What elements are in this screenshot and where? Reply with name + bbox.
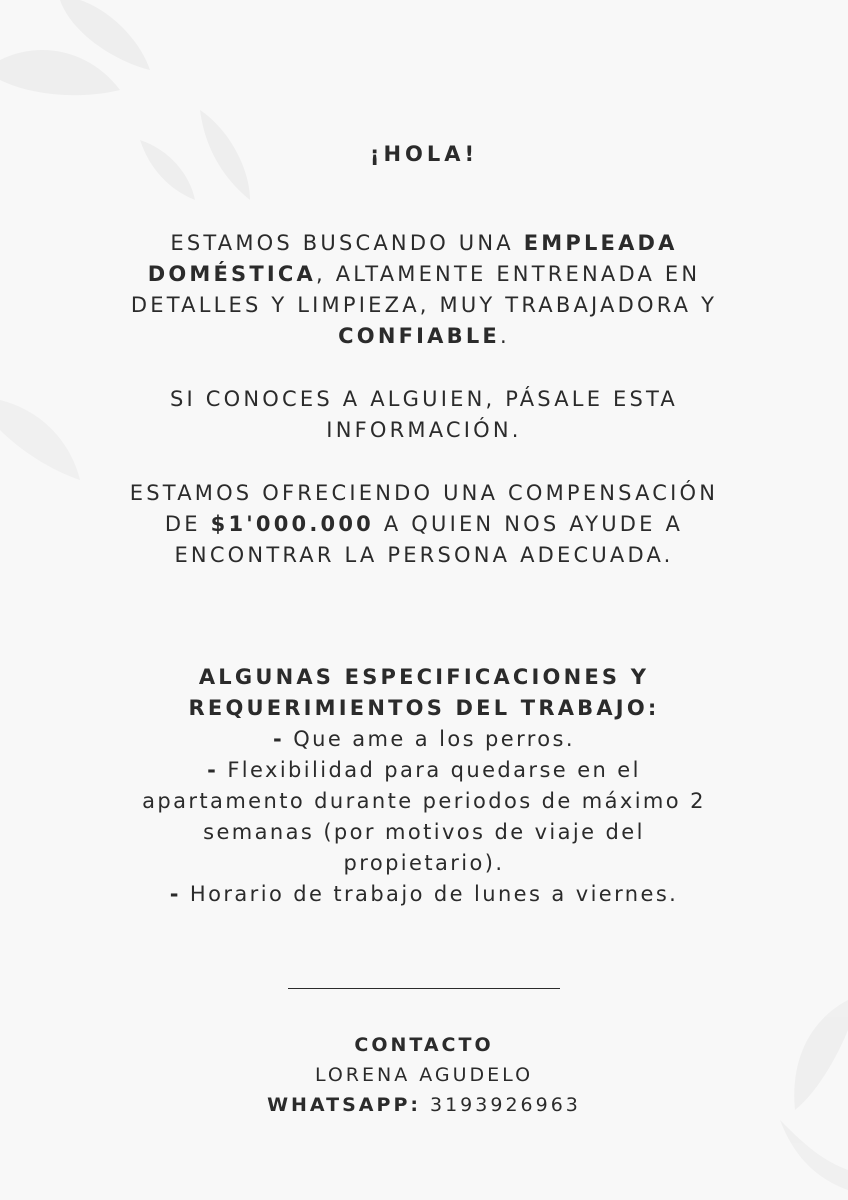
reward-paragraph <box>0 478 848 571</box>
intro-bold-domestica: DOMÉSTICA <box>147 262 316 286</box>
referral-paragraph <box>0 384 848 446</box>
specs-heading-line-2: REQUERIMIENTOS DEL TRABAJO: <box>188 696 660 720</box>
reward-line-1: ESTAMOS OFRECIENDO UNA COMPENSACIÓN <box>129 481 719 505</box>
intro-bold-empleada: EMPLEADA <box>523 231 678 255</box>
bullet-dash: - <box>273 727 285 751</box>
spec-item-schedule <box>0 879 848 910</box>
spec-item-flexibility <box>0 755 848 786</box>
spec-item-flexibility-text-3: semanas (por motivos de viaje del <box>203 820 645 844</box>
intro-line-4 <box>0 321 848 352</box>
contact-heading: CONTACTO <box>354 1034 494 1056</box>
whatsapp-label: WHATSAPP: <box>267 1094 421 1116</box>
intro-period: . <box>499 324 510 348</box>
reward-amount: $1'000.000 <box>210 512 374 536</box>
reward-line-2 <box>0 509 848 540</box>
referral-line-2: INFORMACIÓN. <box>326 418 522 442</box>
contact-whatsapp <box>0 1090 848 1120</box>
contact-name: LORENA AGUDELO <box>314 1064 534 1086</box>
greeting-heading: ¡HOLA! <box>369 142 479 166</box>
intro-text-2: , ALTAMENTE ENTRENADA EN <box>315 262 701 286</box>
spec-item-flexibility-text-2: apartamento durante periodos de máximo 2 <box>142 789 706 813</box>
intro-line-2 <box>0 259 848 290</box>
intro-bold-confiable: CONFIABLE <box>338 324 500 348</box>
intro-line-1 <box>0 228 848 259</box>
bullet-dash: - <box>169 882 181 906</box>
spec-item-dogs <box>0 724 848 755</box>
specs-heading-line-1: ALGUNAS ESPECIFICACIONES Y <box>198 665 650 689</box>
contact-section <box>0 1030 848 1120</box>
spec-item-flexibility-text-1: Flexibilidad para quedarse en el <box>218 758 641 782</box>
spec-item-dogs-text: Que ame a los perros. <box>284 727 575 751</box>
referral-line-1: SI CONOCES A ALGUIEN, PÁSALE ESTA <box>169 387 678 411</box>
spec-item-schedule-text: Horario de trabajo de lunes a viernes. <box>180 882 679 906</box>
bullet-dash: - <box>207 758 219 782</box>
specifications-section <box>0 662 848 910</box>
spec-item-flexibility-text-4: propietario). <box>343 851 505 875</box>
section-divider <box>288 988 560 989</box>
whatsapp-number: 3193926963 <box>420 1094 581 1116</box>
intro-text-1: ESTAMOS BUSCANDO UNA <box>170 231 524 255</box>
leaf-shadow-decoration-top-left <box>0 0 300 260</box>
intro-paragraph <box>0 228 848 352</box>
reward-prefix: DE <box>164 512 211 536</box>
reward-suffix: A QUIEN NOS AYUDE A <box>373 512 684 536</box>
reward-line-3: ENCONTRAR LA PERSONA ADECUADA. <box>174 543 674 567</box>
intro-line-3: DETALLES Y LIMPIEZA, MUY TRABAJADORA Y <box>130 293 718 317</box>
